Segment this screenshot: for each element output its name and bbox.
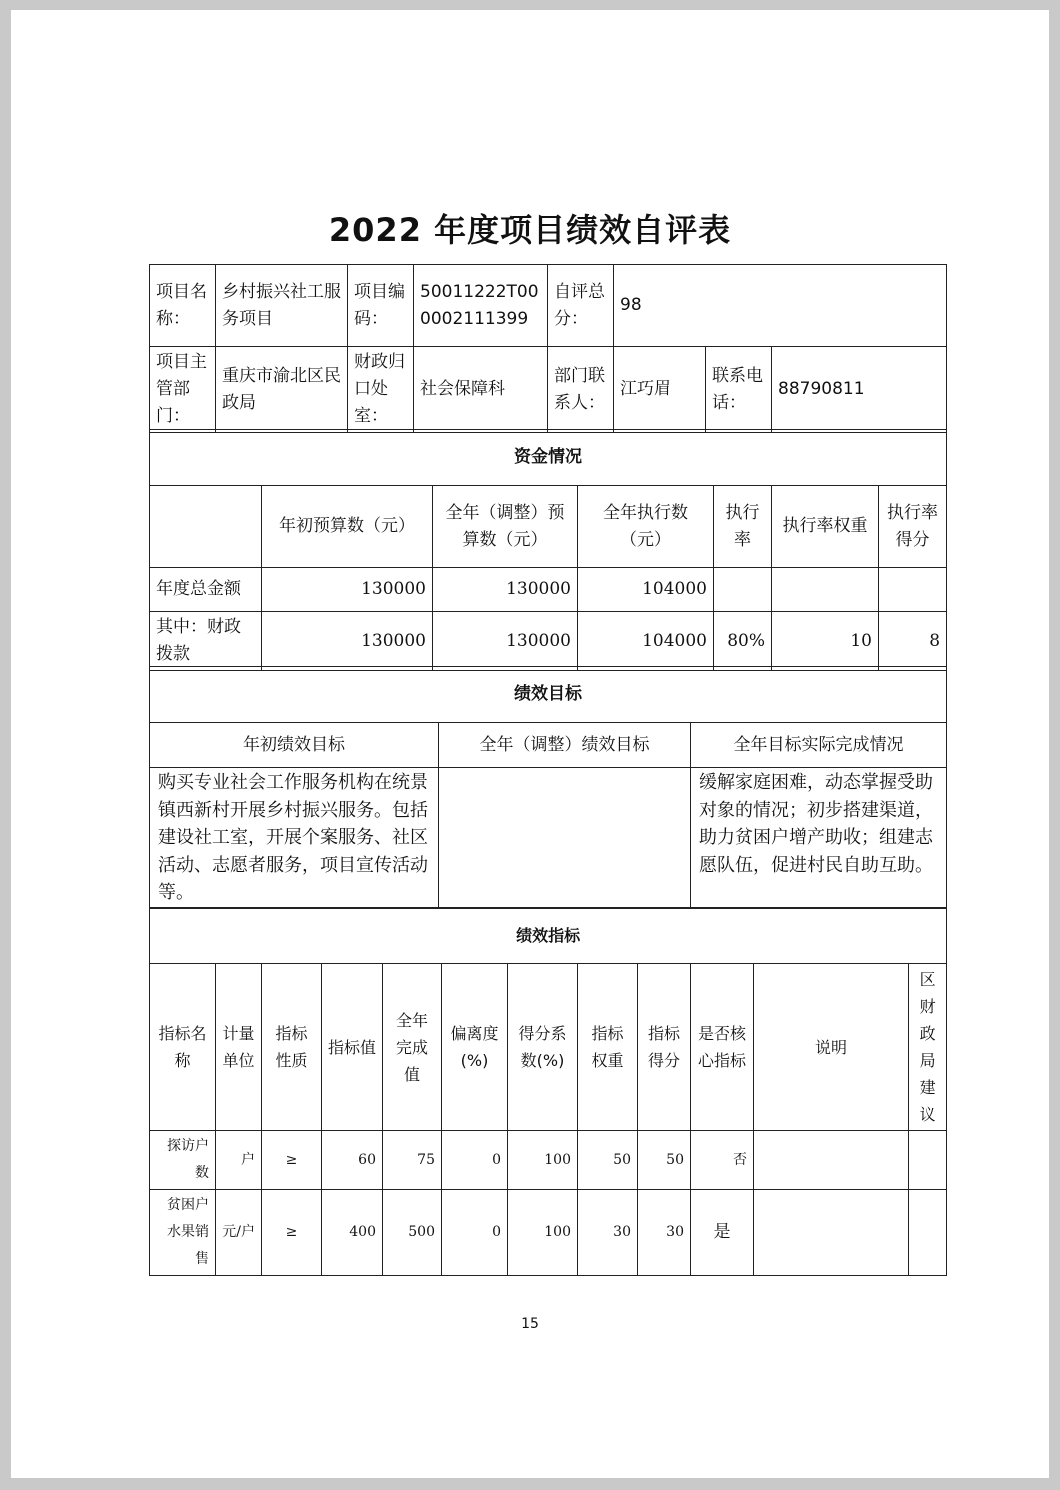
project-code-label: 项目编码： <box>348 265 414 347</box>
funds-cell <box>879 568 947 612</box>
finance-office-value: 社会保障科 <box>414 347 548 433</box>
funds-header: 年初预算数（元） <box>262 486 433 568</box>
indicator-suggestion <box>909 1131 947 1190</box>
indicator-header: 指标得分 <box>638 964 691 1131</box>
indicator-header: 区财政局建议 <box>909 964 947 1131</box>
funds-cell: 130000 <box>262 612 433 671</box>
table-row <box>150 1190 947 1276</box>
funds-cell: 8 <box>879 612 947 671</box>
indicator-header: 说明 <box>754 964 909 1131</box>
funds-cell: 10 <box>772 612 879 671</box>
indicator-cell: 是 <box>691 1190 754 1276</box>
indicator-cell: 50 <box>578 1131 638 1190</box>
funds-cell: 130000 <box>433 568 578 612</box>
indicator-cell: 0 <box>442 1190 508 1276</box>
funds-cell <box>772 568 879 612</box>
indicator-name: 探访户数 <box>150 1131 216 1190</box>
goals-header: 全年（调整）绩效目标 <box>439 723 691 768</box>
funds-header: 执行率 <box>714 486 772 568</box>
indicator-cell: 30 <box>638 1190 691 1276</box>
indicator-header: 指标权重 <box>578 964 638 1131</box>
goals-header: 年初绩效目标 <box>150 723 439 768</box>
project-name-label: 项目名称： <box>150 265 216 347</box>
indicator-suggestion <box>909 1190 947 1276</box>
table-row <box>150 1131 947 1190</box>
contact-label: 部门联系人： <box>548 347 614 433</box>
funds-cell: 80% <box>714 612 772 671</box>
indicator-cell: 否 <box>691 1131 754 1190</box>
indicator-header: 指标名称 <box>150 964 216 1131</box>
indicator-cell: 100 <box>508 1190 578 1276</box>
contact-value: 江巧眉 <box>614 347 706 433</box>
table-row <box>150 612 947 671</box>
project-info-table <box>149 264 947 433</box>
indicator-cell: 500 <box>383 1190 442 1276</box>
table-row <box>150 568 947 612</box>
funds-header: 全年（调整）预算数（元） <box>433 486 578 568</box>
goals-section-title: 绩效目标 <box>150 667 947 723</box>
indicator-header: 指标值 <box>322 964 383 1131</box>
self-score-label: 自评总分： <box>548 265 614 347</box>
indicator-header: 指标性质 <box>262 964 322 1131</box>
indicator-cell: 0 <box>442 1131 508 1190</box>
funds-cell: 104000 <box>578 612 714 671</box>
funds-row-label: 年度总金额 <box>150 568 262 612</box>
funds-header: 执行率权重 <box>772 486 879 568</box>
indicator-cell: 30 <box>578 1190 638 1276</box>
project-name-value: 乡村振兴社工服务项目 <box>216 265 348 347</box>
project-code-value: 50011222T000002111399 <box>414 265 548 347</box>
initial-goal-text: 购买专业社会工作服务机构在统景镇西新村开展乡村振兴服务。包括建设社工室，开展个案服务、社区活动、志愿者服务，项目宣传活动等。 <box>150 768 439 909</box>
funds-section-title: 资金情况 <box>150 430 947 486</box>
self-score-value: 98 <box>614 265 947 347</box>
dept-label: 项目主管部门： <box>150 347 216 433</box>
indicator-header: 偏离度(%) <box>442 964 508 1131</box>
funds-header: 执行率得分 <box>879 486 947 568</box>
funds-cell: 104000 <box>578 568 714 612</box>
indicator-cell: 100 <box>508 1131 578 1190</box>
indicator-note <box>754 1131 909 1190</box>
indicators-table <box>149 907 947 1276</box>
funds-cell: 130000 <box>433 612 578 671</box>
indicator-cell: 户 <box>216 1131 262 1190</box>
goals-header: 全年目标实际完成情况 <box>691 723 947 768</box>
indicator-cell: ≥ <box>262 1131 322 1190</box>
funds-row-label: 其中：财政拨款 <box>150 612 262 671</box>
goals-table <box>149 666 947 909</box>
indicator-header: 计量单位 <box>216 964 262 1131</box>
phone-label: 联系电话： <box>706 347 772 433</box>
adjusted-goal-text <box>439 768 691 909</box>
indicator-cell: 75 <box>383 1131 442 1190</box>
indicators-section-title: 绩效指标 <box>150 908 947 964</box>
indicator-cell: 50 <box>638 1131 691 1190</box>
indicator-cell: ≥ <box>262 1190 322 1276</box>
funds-cell <box>714 568 772 612</box>
phone-value: 88790811 <box>772 347 947 433</box>
funds-cell: 130000 <box>262 568 433 612</box>
funds-header: 全年执行数（元） <box>578 486 714 568</box>
dept-value: 重庆市渝北区民政局 <box>216 347 348 433</box>
indicator-cell: 元/户 <box>216 1190 262 1276</box>
indicator-note <box>754 1190 909 1276</box>
indicator-cell: 60 <box>322 1131 383 1190</box>
indicator-name: 贫困户水果销售 <box>150 1190 216 1276</box>
funds-header <box>150 486 262 568</box>
indicator-header: 是否核心指标 <box>691 964 754 1131</box>
funds-table <box>149 429 947 671</box>
indicator-header: 全年完成值 <box>383 964 442 1131</box>
finance-office-label: 财政归口处室： <box>348 347 414 433</box>
actual-completion-text: 缓解家庭困难，动态掌握受助对象的情况；初步搭建渠道，助力贫困户增产助收；组建志愿队伍，促进村民自助互助。 <box>691 768 947 909</box>
page-number: 15 <box>521 1316 539 1332</box>
indicator-header: 得分系数(%) <box>508 964 578 1131</box>
indicator-cell: 400 <box>322 1190 383 1276</box>
page-title: 2022 年度项目绩效自评表 <box>328 211 732 249</box>
